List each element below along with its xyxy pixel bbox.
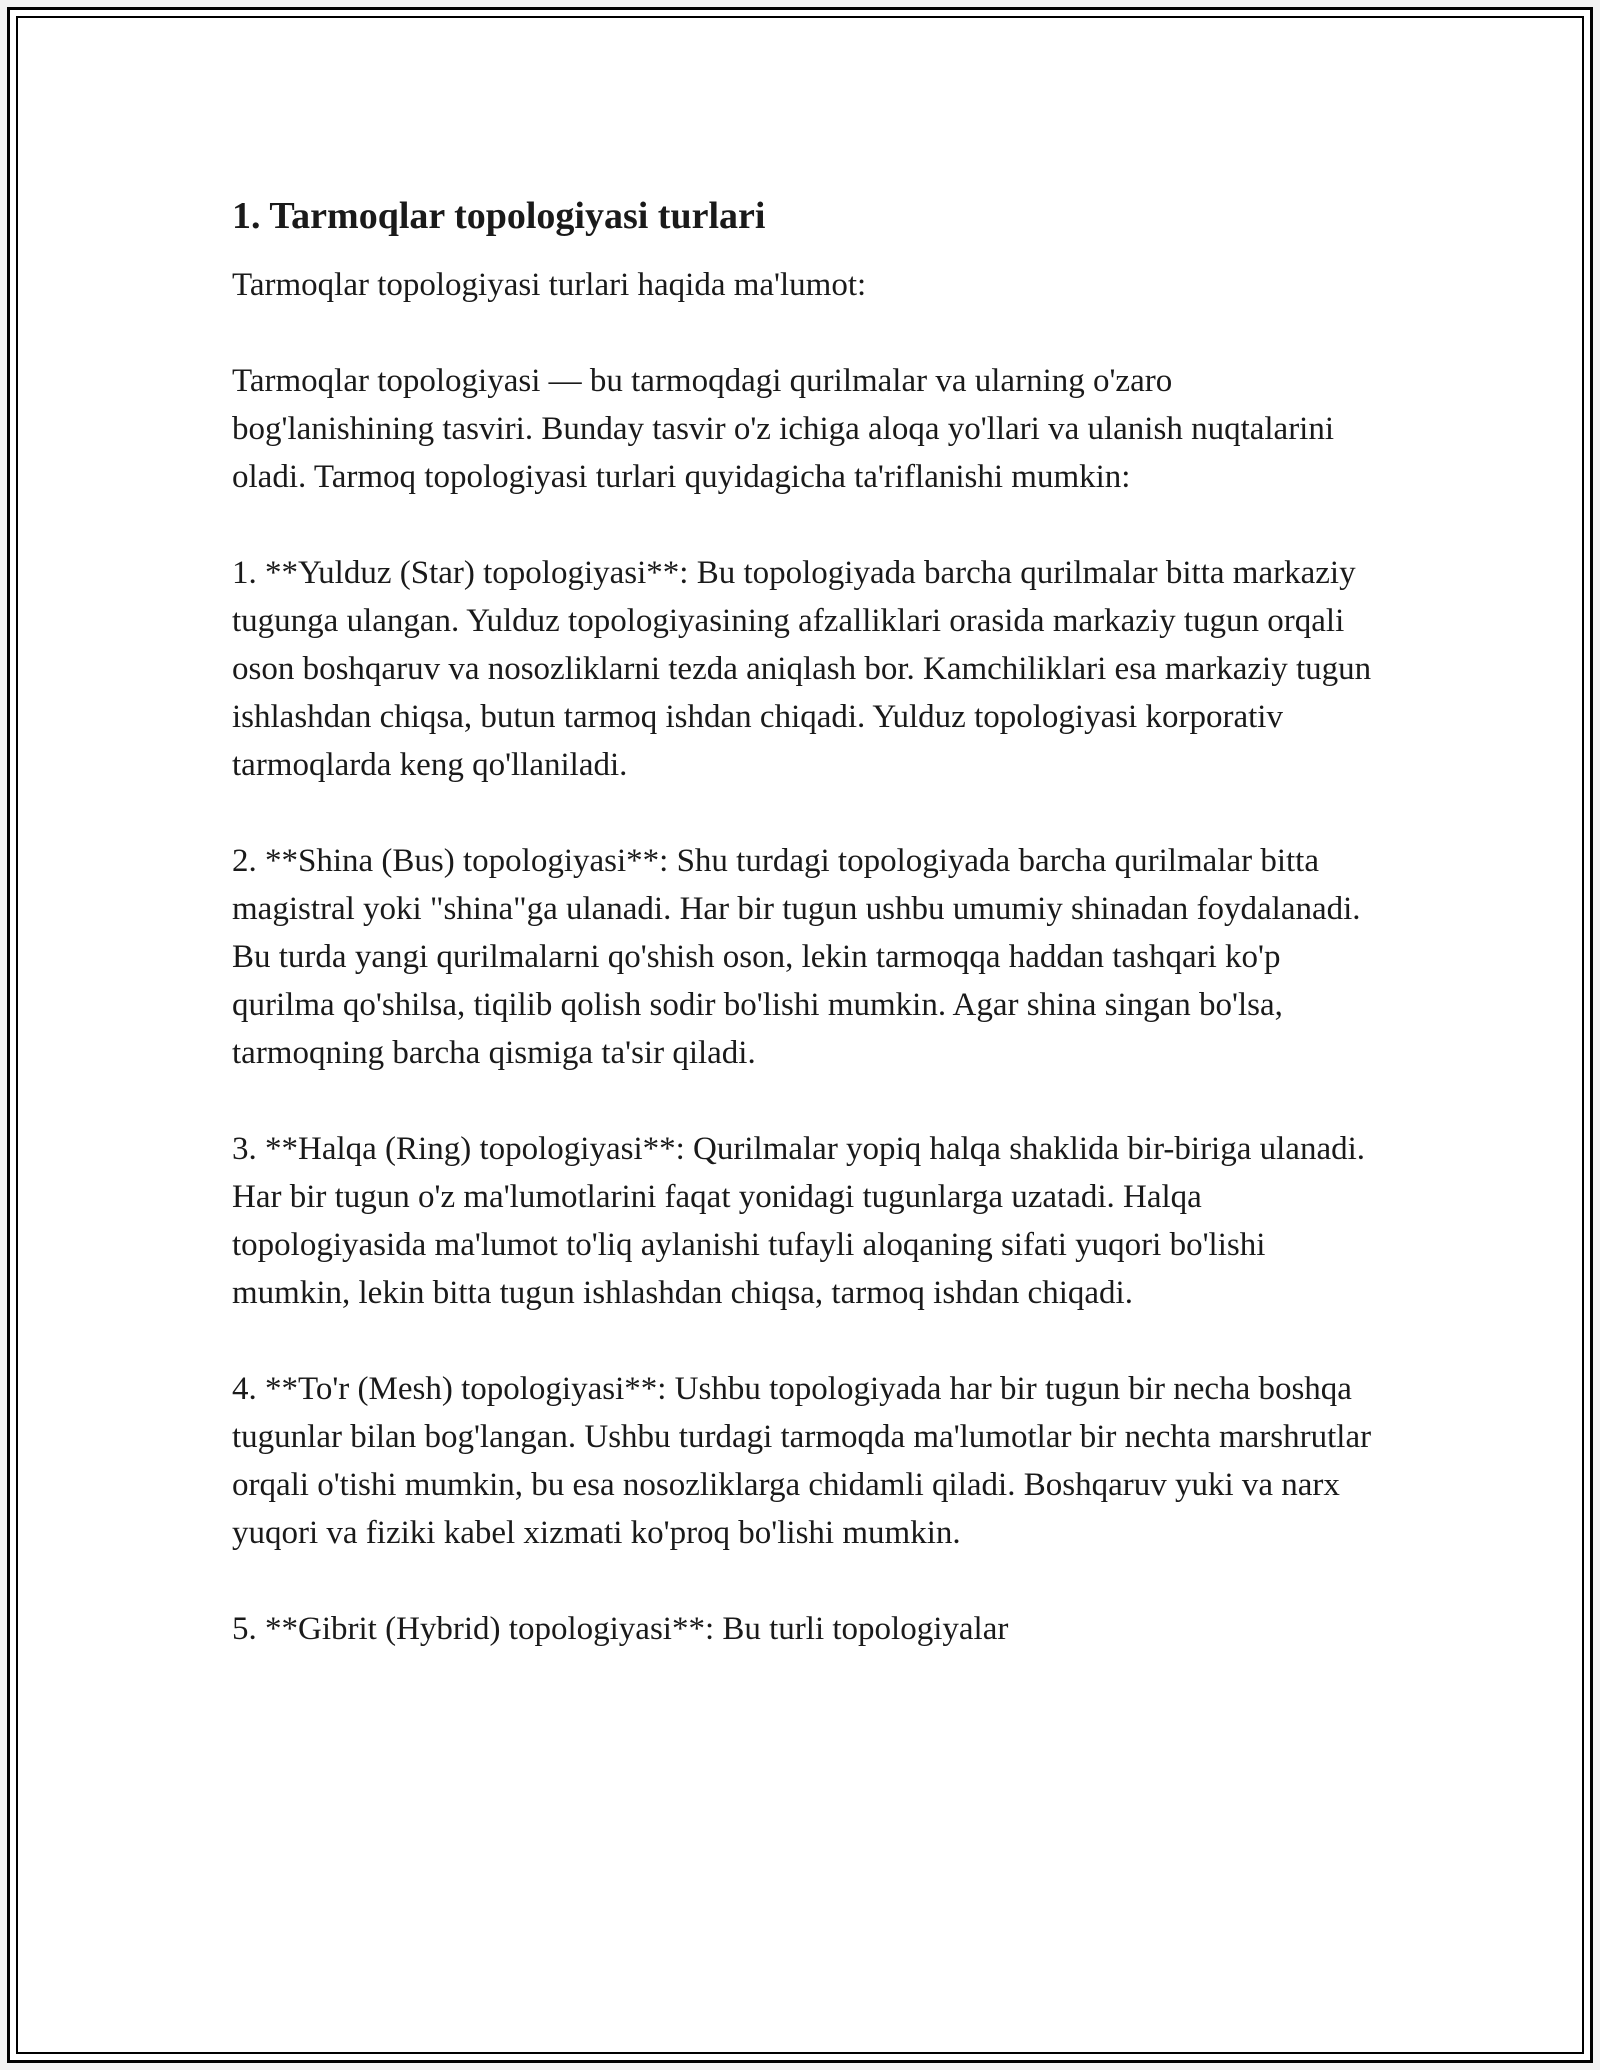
definition-paragraph: Tarmoqlar topologiyasi — bu tarmoqdagi qurilmalar va ularning o'zaro bog'lanishining tasviri. Bunday tasvir o'z ichiga aloqa yo'llari va ulanish nuqtalarini oladi. Tarmoq topologiyasi turlari quyidagicha ta'riflanishi mumkin: [232, 363, 1335, 496]
topology-item-star: 1. **Yulduz (Star) topologiyasi**: Bu topologiyada barcha qurilmalar bitta markaziy tugunga ulangan. Yulduz topologiyasining afzalliklari orasida markaziy tugun orqali oson boshqaruv va nosozliklarni tezda aniqlash bor. Kamchiliklari esa markaziy tugun ishlashdan chiqsa, butun tarmoq ishdan chiqadi. Yulduz topologiyasi korporativ tarmoqlarda keng qo'llaniladi. [232, 555, 1372, 784]
topology-item-mesh: 4. **To'r (Mesh) topologiyasi**: Ushbu topologiyada har bir tugun bir necha boshqa tugunlar bilan bog'langan. Ushbu turdagi tarmoqda ma'lumotlar bir nechta marshrutlar orqali o'tishi mumkin, bu esa nosozliklarga chidamli qiladi. Boshqaruv yuki va narx yuqori va fiziki kabel xizmati ko'proq bo'lishi mumkin. [232, 1371, 1372, 1552]
topology-item-ring: 3. **Halqa (Ring) topologiyasi**: Qurilmalar yopiq halqa shaklida bir-biriga ulanadi. Har bir tugun o'z ma'lumotlarini faqat yonidagi tugunlarga uzatadi. Halqa topologiyasida ma'lumot to'liq aylanishi tufayli aloqaning sifati yuqori bo'lishi mumkin, lekin bitta tugun ishlashdan chiqsa, tarmoq ishdan chiqadi. [232, 1131, 1366, 1312]
document-title: 1. Tarmoqlar topologiyasi turlari [232, 195, 766, 237]
topology-item-bus: 2. **Shina (Bus) topologiyasi**: Shu turdagi topologiyada barcha qurilmalar bitta magistral yoki "shina"ga ulanadi. Har bir tugun ushbu umumiy shinadan foydalanadi. Bu turda yangi qurilmalarni qo'shish oson, lekin tarmoqqa haddan tashqari ko'p qurilma qo'shilsa, tiqilib qolish sodir bo'lishi mumkin. Agar shina singan bo'lsa, tarmoqning barcha qismiga ta'sir qiladi. [232, 843, 1361, 1072]
document-page [7, 7, 1593, 2063]
topology-item-hybrid: 5. **Gibrit (Hybrid) topologiyasi**: Bu turli topologiyalar [232, 1611, 1009, 1648]
document-content [232, 190, 1382, 1701]
intro-paragraph: Tarmoqlar topologiyasi turlari haqida ma'lumot: [232, 267, 867, 304]
